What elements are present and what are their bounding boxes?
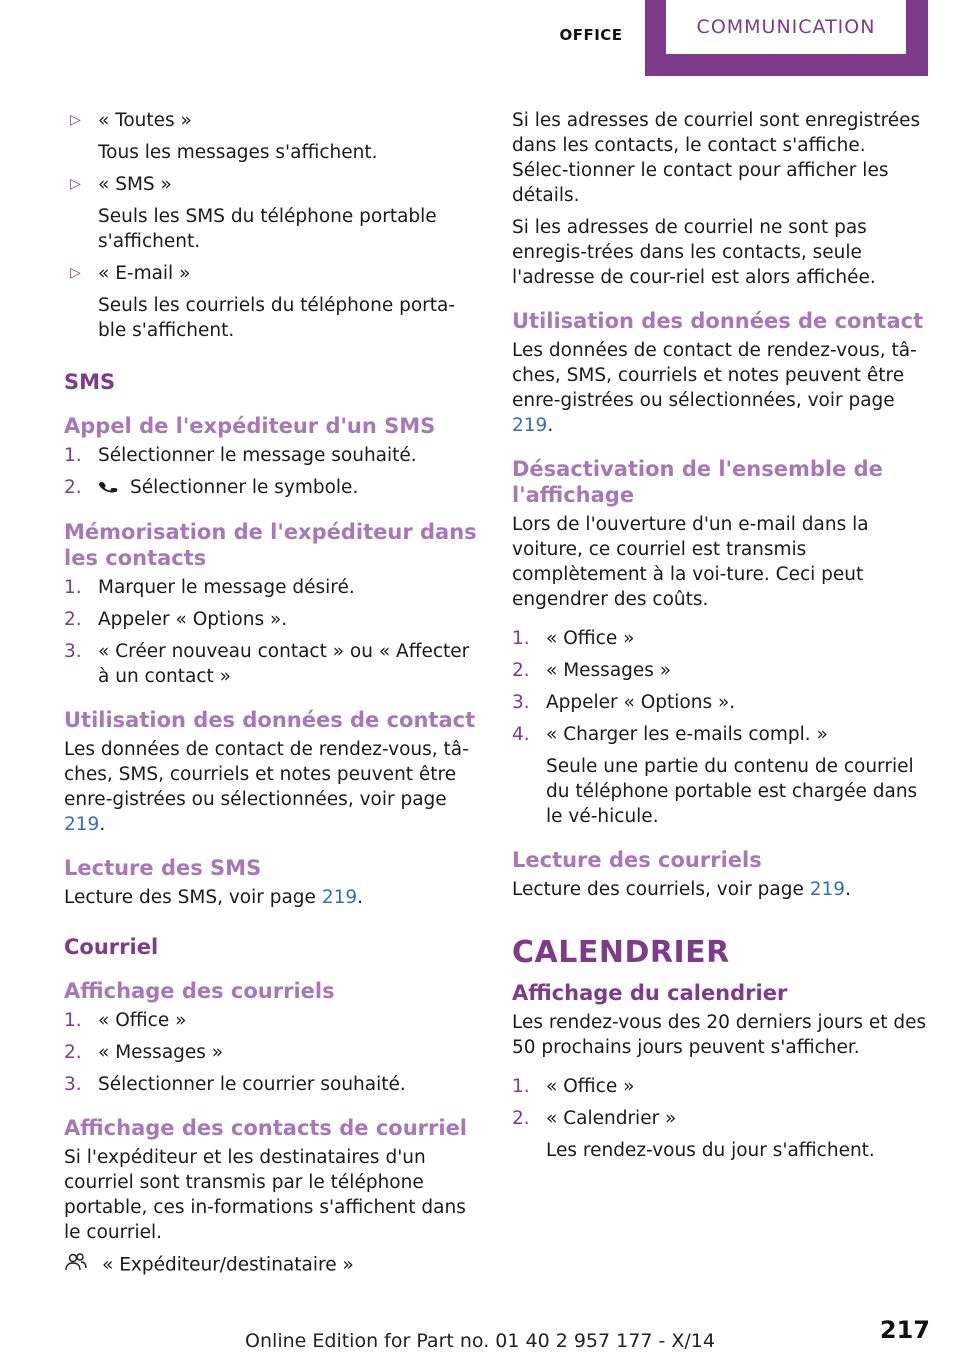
list-item-memo-1 bbox=[64, 575, 479, 600]
affichage-contacts-text: Si l'expéditeur et les destinataires d'un courriel sont transmis par le téléphone portable, ces in-formations s'affichent dans le courriel. bbox=[64, 1146, 466, 1243]
list-number: 2. bbox=[64, 477, 82, 498]
filter-sms-description: Seuls les SMS du téléphone portable s'affichent. bbox=[98, 206, 437, 252]
heading-affichage-courriels: Affichage des courriels bbox=[64, 978, 335, 1003]
triangle-bullet-icon: ▷ bbox=[70, 176, 81, 192]
list-item-cal-1 bbox=[512, 1074, 927, 1099]
list-number: 1. bbox=[512, 1076, 530, 1097]
list-number: 1. bbox=[64, 1009, 82, 1031]
desact-step-2: « Messages » bbox=[546, 660, 672, 681]
heading-lecture-courriels: Lecture des courriels bbox=[512, 848, 762, 872]
list-number: 2. bbox=[512, 660, 530, 681]
triangle-bullet-icon: ▷ bbox=[70, 265, 81, 281]
cal-step-1: « Office » bbox=[546, 1076, 635, 1097]
desactivation-text: Lors de l'ouverture d'un e-mail dans la voiture, ce courriel est transmis complètement à la voi-ture. Ceci peut engendrer des coûts. bbox=[512, 514, 869, 610]
affichage-calendrier-text: Les rendez-vous des 20 derniers jours et des 50 prochains jours peuvent s'afficher. bbox=[512, 1012, 927, 1058]
list-item-desact-2 bbox=[512, 658, 927, 683]
desact-step-4: « Charger les e-mails compl. » bbox=[546, 724, 828, 745]
list-item-desact-1 bbox=[512, 626, 927, 651]
appel-step-1: Sélectionner le message souhaité. bbox=[98, 445, 417, 466]
page-link-219[interactable]: 219 bbox=[512, 415, 548, 436]
list-number: 1. bbox=[64, 445, 82, 466]
list-item-appel-2 bbox=[64, 475, 479, 501]
filter-toutes-label: « Toutes » bbox=[98, 110, 192, 131]
heading-memorisation: Mémorisation de l'expéditeur dans les contacts bbox=[64, 519, 477, 570]
heading-lecture-sms: Lecture des SMS bbox=[64, 855, 262, 880]
heading-desactivation: Désactivation de l'ensemble de l'affichage bbox=[512, 457, 883, 507]
desact-step-1: « Office » bbox=[546, 628, 635, 649]
appel-step-2: Sélectionner le symbole. bbox=[130, 477, 359, 498]
filter-sms-label: « SMS » bbox=[98, 174, 172, 195]
list-item-desact-3 bbox=[512, 690, 927, 715]
memo-step-2: Appeler « Options ». bbox=[98, 608, 288, 630]
list-item-memo-3 bbox=[64, 639, 479, 689]
filter-email-description: Seuls les courriels du téléphone porta-ble s'affichent. bbox=[98, 295, 456, 341]
list-number: 2. bbox=[512, 1108, 530, 1129]
header-tab-communication: COMMUNICATION bbox=[666, 0, 906, 54]
list-number: 3. bbox=[512, 692, 530, 713]
filter-toutes-description: Tous les messages s'affichent. bbox=[98, 142, 378, 163]
list-number: 1. bbox=[64, 576, 82, 598]
list-number: 3. bbox=[64, 640, 82, 662]
memo-step-1: Marquer le message désiré. bbox=[98, 576, 355, 598]
filter-email-label: « E-mail » bbox=[98, 263, 191, 284]
aff-step-3: Sélectionner le courrier souhaité. bbox=[98, 1073, 406, 1095]
list-number: 1. bbox=[512, 628, 530, 649]
utilisation-contact-text: Les données de contact de rendez-vous, tâ-ches, SMS, courriels et notes peuvent être enre-gistrées ou sélectionnées, voir page 219. bbox=[64, 738, 469, 835]
header-tab-office: OFFICE bbox=[559, 26, 623, 44]
right-column bbox=[512, 108, 927, 1170]
aff-step-2: « Messages » bbox=[98, 1041, 224, 1063]
cal-step-2-description: Les rendez-vous du jour s'affichent. bbox=[546, 1140, 875, 1161]
heading-courriel: Courriel bbox=[64, 934, 159, 959]
heading-affichage-calendrier: Affichage du calendrier bbox=[512, 981, 788, 1005]
list-number: 3. bbox=[64, 1073, 82, 1095]
contacts-people-icon bbox=[64, 1252, 88, 1279]
desact-step-4-description: Seule une partie du contenu de courriel du téléphone portable est chargée dans le vé-hicule. bbox=[546, 756, 918, 827]
chapter-heading-calendrier: CALENDRIER bbox=[512, 935, 730, 970]
phone-handset-icon bbox=[98, 476, 120, 501]
lecture-courriels-text: Lecture des courriels, voir page 219. bbox=[512, 879, 851, 900]
utilisation-contact-right-text: Les données de contact de rendez-vous, tâ-ches, SMS, courriels et notes peuvent être enre-gistrées ou sélectionnées, voir page 219. bbox=[512, 340, 917, 436]
list-item-aff-2 bbox=[64, 1040, 479, 1065]
page-link-219[interactable]: 219 bbox=[321, 886, 358, 908]
list-number: 2. bbox=[64, 608, 82, 630]
list-item-memo-2 bbox=[64, 607, 479, 632]
desact-step-3: Appeler « Options ». bbox=[546, 692, 736, 713]
heading-utilisation-contact: Utilisation des données de contact bbox=[64, 707, 476, 732]
list-item-aff-3 bbox=[64, 1072, 479, 1097]
memo-step-3: « Créer nouveau contact » ou « Affecter à un contact » bbox=[98, 640, 470, 687]
page-link-219[interactable]: 219 bbox=[809, 879, 846, 900]
cal-step-2: « Calendrier » bbox=[546, 1108, 677, 1129]
list-item-aff-1 bbox=[64, 1008, 479, 1033]
list-item-appel-1 bbox=[64, 443, 479, 468]
heading-sms: SMS bbox=[64, 370, 116, 394]
triangle-bullet-icon: ▷ bbox=[70, 112, 81, 128]
right-paragraph-1: Si les adresses de courriel sont enregistrées dans les contacts, le contact s'affiche. Sélec-tionner le contact pour afficher les détails. bbox=[512, 110, 921, 206]
list-item-filter-email bbox=[64, 261, 479, 286]
expediteur-destinataire-line: « Expéditeur/destinataire » bbox=[64, 1252, 479, 1279]
list-item-cal-2 bbox=[512, 1106, 927, 1131]
left-column bbox=[64, 108, 479, 1286]
heading-utilisation-contact-right: Utilisation des données de contact bbox=[512, 309, 924, 333]
heading-appel-expediteur: Appel de l'expéditeur d'un SMS bbox=[64, 414, 436, 438]
page-number: 217 bbox=[879, 1316, 930, 1344]
aff-step-1: « Office » bbox=[98, 1009, 187, 1031]
list-number: 4. bbox=[512, 724, 530, 745]
list-item-filter-sms bbox=[64, 172, 479, 197]
list-item-filter-toutes bbox=[64, 108, 479, 133]
footer-edition: Online Edition for Part no. 01 40 2 957 177 - X/14 bbox=[245, 1330, 715, 1352]
list-item-desact-4 bbox=[512, 722, 927, 747]
page-link-219[interactable]: 219 bbox=[64, 813, 100, 835]
right-paragraph-2: Si les adresses de courriel ne sont pas enregis-trées dans les contacts, seule l'adresse de cour-riel est alors affichée. bbox=[512, 217, 876, 288]
heading-affichage-contacts-courriel: Affichage des contacts de courriel bbox=[64, 1115, 468, 1140]
list-number: 2. bbox=[64, 1041, 82, 1063]
lecture-sms-text: Lecture des SMS, voir page 219. bbox=[64, 886, 364, 908]
